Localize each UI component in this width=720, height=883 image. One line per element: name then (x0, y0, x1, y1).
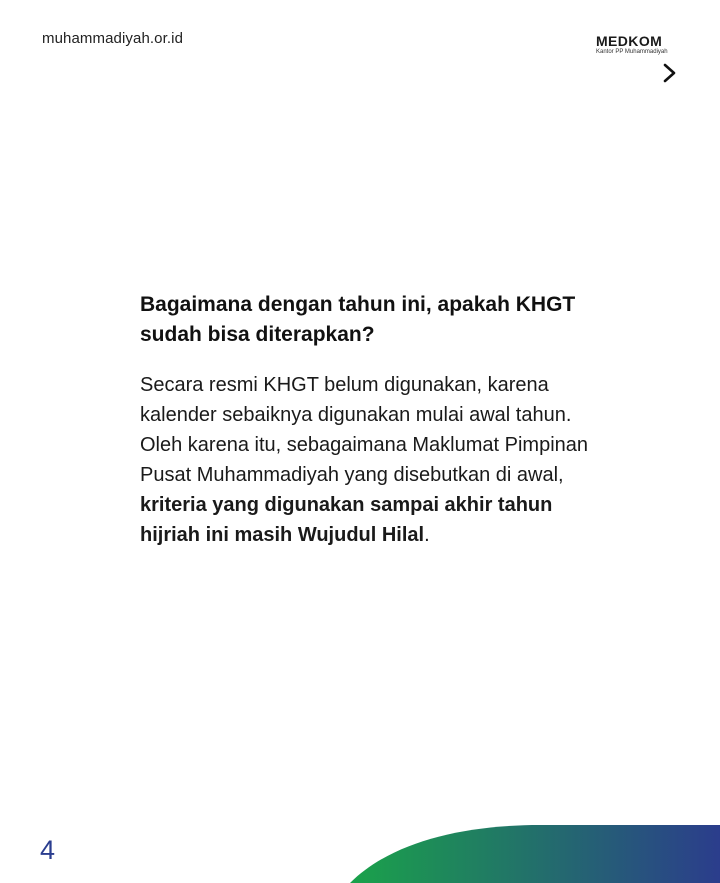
content-block (140, 290, 590, 550)
chevron-right-icon[interactable] (662, 62, 678, 84)
brand-subtitle: Kantor PP Muhammadiyah (596, 49, 668, 55)
answer-emphasis: kriteria yang digunakan sampai akhir tahun hijriah ini masih Wujudul Hilal (140, 494, 553, 546)
brand-name: MEDKOM (596, 33, 663, 49)
answer-text: Secara resmi KHGT belum digunakan, karena kalender sebaiknya digunakan mulai awal tahun. Oleh karena itu, sebagaimana Maklumat Pimpinan Pusat Muhammadiyah yang disebutkan di awal, (140, 374, 589, 486)
page-number: 4 (40, 835, 56, 865)
site-url: muhammadiyah.or.id (42, 30, 184, 47)
brand-logo (596, 34, 678, 56)
decorative-swoosh (350, 823, 720, 883)
answer-end: . (424, 524, 430, 546)
question-heading: Bagaimana dengan tahun ini, apakah KHGT sudah bisa diterapkan? (140, 293, 576, 346)
answer-paragraph (140, 370, 590, 550)
